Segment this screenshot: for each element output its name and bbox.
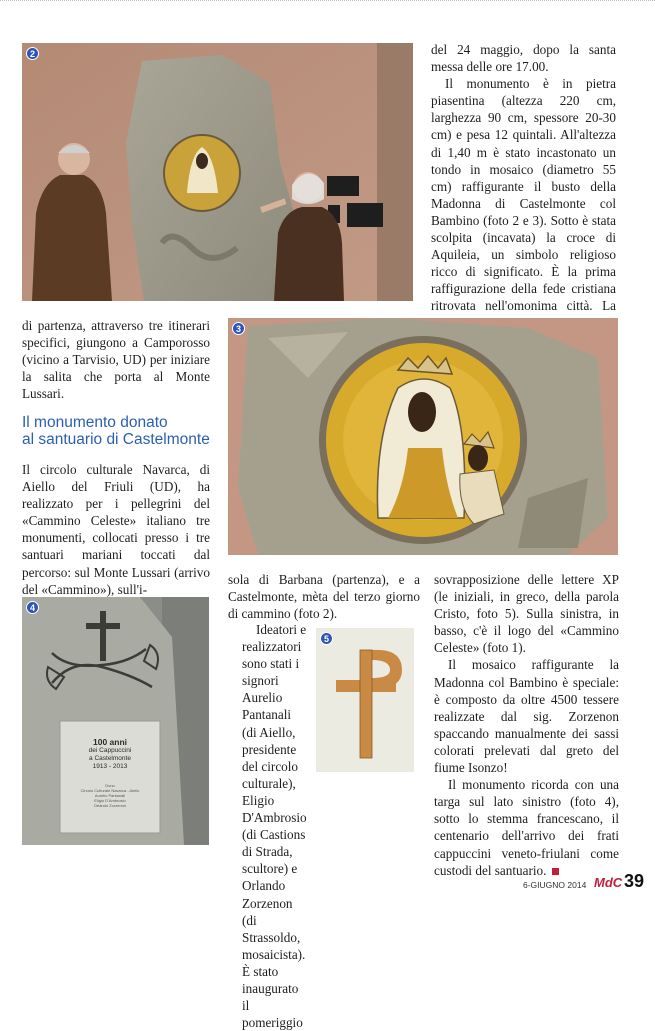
- paragraph: [434, 776, 619, 879]
- photo-4-plaque: [22, 597, 209, 845]
- paragraph: di partenza, attraverso tre itinerari specifici, giungono a Camporosso (vicino a Tarvisio, UD) per iniziare la salita che porta al Monte Lussari.: [22, 318, 210, 402]
- text-column-right-top: [431, 41, 616, 332]
- footer-brand: MdC: [594, 875, 623, 890]
- text-column-left-para: [22, 461, 210, 598]
- photo-3-badge: 3: [232, 322, 245, 335]
- plaque-years: 1913 - 2013: [92, 763, 128, 770]
- page-number: 39: [624, 871, 645, 891]
- footer-issue: 6-GIUGNO 2014: [523, 880, 587, 890]
- plaque-donors: [60, 783, 160, 808]
- section-heading: [22, 414, 222, 448]
- plaque-title: 100 anni: [92, 737, 128, 747]
- paragraph-text: Il monumento ricorda con una targa sul lato sinistro (foto 4), sotto lo stemma francescano, il centenario dell'arrivo dei frati cappuccini veneto-friulani come custodi del santuario.: [434, 777, 619, 878]
- plaque: [60, 721, 160, 833]
- heading-line-1: Il monumento donato: [22, 414, 168, 431]
- photo-2-monument-friars: [22, 43, 413, 301]
- plaque-line-1: dei Cappuccini: [88, 747, 132, 754]
- plaque-donor-line: Aurelio Pantanali: [94, 793, 126, 798]
- plaque-donor-line: Circolo Culturale Navarca - Aiello: [80, 788, 140, 793]
- top-rule: [0, 0, 655, 2]
- photo-2-badge: 2: [26, 47, 39, 60]
- photo-3-illustration: [228, 318, 618, 555]
- text-column-right-bottom: [434, 571, 619, 879]
- chi-rho-illustration: [316, 628, 414, 772]
- text-column-mid-narrow: [242, 621, 307, 1031]
- plaque-donor-line: Eligio D'Ambrosio: [94, 798, 126, 803]
- paragraph: Ideatori e realizzatori sono stati i signori Aurelio Pantanali (di Aiello, presidente del circolo culturale), Eligio D'Ambrosio (di Castions di Strada, scultore) e Orlando Zorzenon (di Strassoldo, mosaicista). È stato inaugurato il pomeriggio: [242, 622, 307, 1031]
- photo-3-mosaic-detail: [228, 318, 618, 555]
- paragraph: sovrapposizione delle lettere XP (le iniziali, in greco, della parola Cristo, foto 5). Sulla sinistra, in basso, c'è il logo del «Cammino Celeste» (foto 1).: [434, 572, 619, 656]
- text-column-mid-top: [228, 571, 420, 622]
- text-column-left-mid: [22, 317, 210, 402]
- photo-5-chi-rho: [316, 628, 414, 772]
- plaque-donor-line: Dono: [105, 783, 115, 788]
- paragraph: del 24 maggio, dopo la santa messa delle ore 17.00.: [431, 42, 616, 75]
- paragraph: Il monumento è in pietra piasentina (altezza 220 cm, larghezza 90 cm, spessore 20-30 cm) e pesa 12 quintali. All'altezza di 1,40 m è stato incastonato un tondo in mosaico (diametro 55 cm) raffigurante il busto della Madonna di Castelmonte col Bambino (foto 2 e 3). Sotto è stata scolpita (incavata) la croce di Aquileia, un simbolo religioso ricco di significato. È la prima raffigurazione della fede cristiana ritrovata nell'omonima città. La: [431, 76, 616, 314]
- heading-line-2: al santuario di Castelmonte: [22, 431, 210, 448]
- photo-2-illustration: [22, 43, 413, 301]
- plaque-line-2: a Castelmonte: [89, 755, 131, 762]
- paragraph: sola di Barbana (partenza), e a Castelmonte, mèta del terzo giorno di cammino (foto 2).: [228, 572, 420, 622]
- photo-4-badge: 4: [26, 601, 39, 614]
- end-of-article-mark: [552, 868, 559, 875]
- paragraph: Il circolo culturale Navarca, di Aiello del Friuli (UD), ha realizzato per i pellegrini del «Cammino Celeste» italiano tre monumenti, collocati presso i tre santuari mariani toccati dal percorso: sul Monte Lussari (arrivo del «Cammino»), sull'i-: [22, 462, 210, 597]
- paragraph: Il mosaico raffigurante la Madonna col Bambino è speciale: è composto da oltre 4500 tessere realizzate dal sig. Zorzenon spaccando manualmente dei sassi colorati prelevati dal greto del fiume Isonzo!: [434, 657, 619, 776]
- plaque-donor-line: Orlando Zorzenon: [93, 803, 127, 808]
- photo-5-badge: 5: [320, 632, 333, 645]
